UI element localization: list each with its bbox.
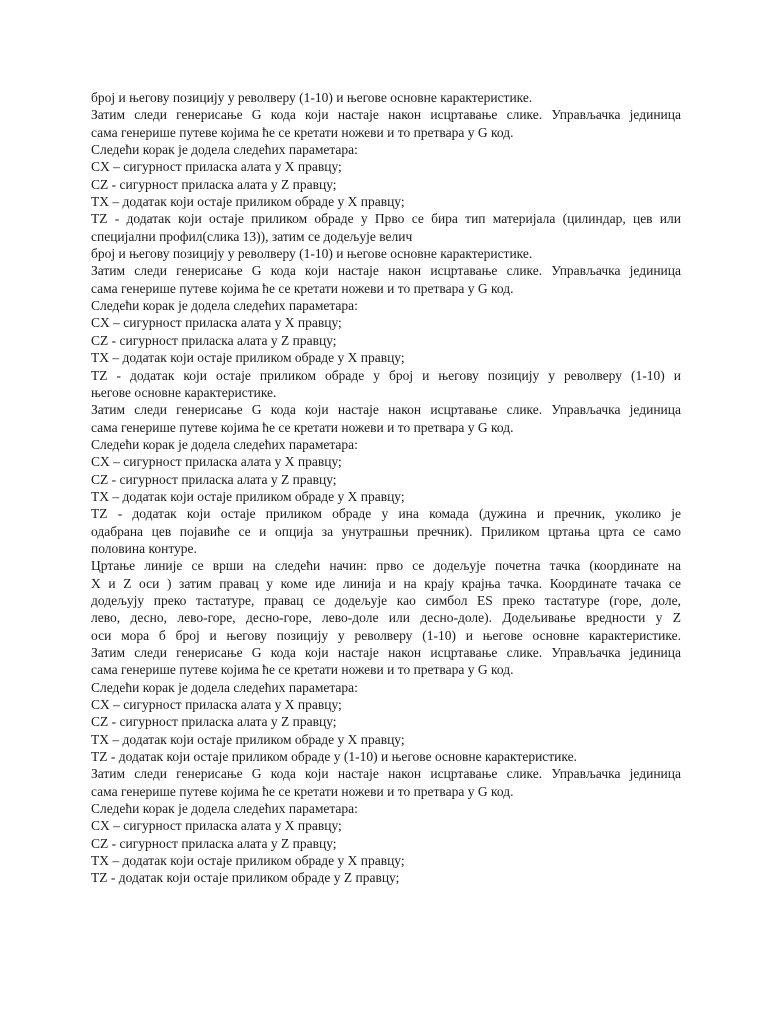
text-line: Следећи корак је додела следећих параметара: <box>91 801 358 817</box>
text-line: специјални профил(слика 13)), затим се додељује велич <box>91 228 413 244</box>
text-line: број и његову позицију у револверу (1-10) и његове основне карактеристике. <box>91 90 533 105</box>
text-line: TZ - додатак који остаје приликом обраде у Прво се бира тип материјала (цилиндар, цев или <box>91 211 681 227</box>
text-line: TX – додатак који остаје приликом обраде у X правцу; <box>91 194 405 210</box>
text-line: TX – додатак који остаје приликом обраде у X правцу; <box>91 853 405 869</box>
text-line: CX – сигурност приласка алата у X правцу; <box>91 818 342 834</box>
text-line: CZ - сигурност приласка алата у Z правцу; <box>91 471 337 487</box>
text-line: TZ - додатак који остаје приликом обраде у Z правцу; <box>91 870 400 886</box>
text-line: сама генерише путеве којима ће се кретати ножеви и то претвара у G код. <box>91 783 514 799</box>
text-line: половина контуре. <box>91 540 197 556</box>
text-line: сама генерише путеве којима ће се кретати ножеви и то претвара у G код. <box>91 419 514 435</box>
text-line: TX – додатак који остаје приликом обраде у X правцу; <box>91 488 405 504</box>
text-line: TX – додатак који остаје приликом обраде у X правцу; <box>91 350 405 366</box>
text-line: оси мора б број и његову позицију у револверу (1-10) и његове основне карактеристике. <box>91 627 681 643</box>
text-line: CX – сигурност приласка алата у X правцу; <box>91 315 342 331</box>
text-line: сама генерише путеве којима ће се кретати ножеви и то претвара у G код. <box>91 124 514 140</box>
text-line: одабрана цев појавиће се и опција за унутрашњи пречник). Приликом цртања црта се само <box>91 523 681 539</box>
text-line: Затим следи генерисање G кода који настаје након исцртавање слике. Управљачка јединица <box>91 766 681 782</box>
text-line: CZ - сигурност приласка алата у Z правцу; <box>91 835 337 851</box>
text-line: CZ - сигурност приласка алата у Z правцу; <box>91 332 337 348</box>
text-line: TZ - додатак који остаје приликом обраде у број и његову позицију у револверу (1-10) и <box>91 367 681 383</box>
text-line: сама генерише путеве којима ће се кретати ножеви и то претвара у G код. <box>91 662 514 678</box>
text-line: CZ - сигурност приласка алата у Z правцу; <box>91 714 337 730</box>
text-line: лево, десно, лево-горе, десно-горе, лево-доле или десно-доле). Додељивање вредности у Z <box>91 610 681 626</box>
text-line: TX – додатак који остаје приликом обраде у X правцу; <box>91 731 405 747</box>
text-line: Затим следи генерисање G кода који настаје након исцртавање слике. Управљачка јединица <box>91 402 681 418</box>
text-line: TZ - додатак који остаје приликом обраде у (1-10) и његове основне карактеристике. <box>91 749 577 765</box>
text-line: Затим следи генерисање G кода који настаје након исцртавање слике. Управљачка јединица <box>91 107 681 123</box>
text-line: X и Z оси ) затим правац у коме иде линија и на крају крајња тачка. Координате тачака се <box>91 575 681 591</box>
text-line: Затим следи генерисање G кода који настаје након исцртавање слике. Управљачка јединица <box>91 263 681 279</box>
text-line: CX – сигурност приласка алата у X правцу; <box>91 159 342 175</box>
document-page <box>91 89 681 887</box>
text-line: Следећи корак је додела следећих параметара: <box>91 436 358 452</box>
text-line: Следећи корак је додела следећих параметара: <box>91 142 358 158</box>
text-line: TZ - додатак који остаје приликом обраде у ина комада (дужина и пречник, уколико је <box>91 506 681 522</box>
text-line: Цртање линије се врши на следећи начин: прво се додељује почетна тачка (координате на <box>91 558 681 574</box>
text-line: сама генерише путеве којима ће се кретати ножеви и то претвара у G код. <box>91 280 514 296</box>
text-line: Следећи корак је додела следећих параметара: <box>91 298 358 314</box>
text-line: додељују преко тастатуре, правац се додељује као симбол ES преко тастатуре (горе, доле, <box>91 592 681 608</box>
text-line: број и његову позицију у револверу (1-10) и његове основне карактеристике. <box>91 246 533 262</box>
text-line: Следећи корак је додела следећих параметара: <box>91 679 358 695</box>
text-line: CZ - сигурност приласка алата у Z правцу; <box>91 176 337 192</box>
text-line: његове основне карактеристике. <box>91 384 277 400</box>
text-line: CX – сигурност приласка алата у X правцу; <box>91 697 342 713</box>
text-line: Затим следи генерисање G кода који настаје након исцртавање слике. Управљачка јединица <box>91 645 681 660</box>
text-line: CX – сигурност приласка алата у X правцу; <box>91 454 342 470</box>
